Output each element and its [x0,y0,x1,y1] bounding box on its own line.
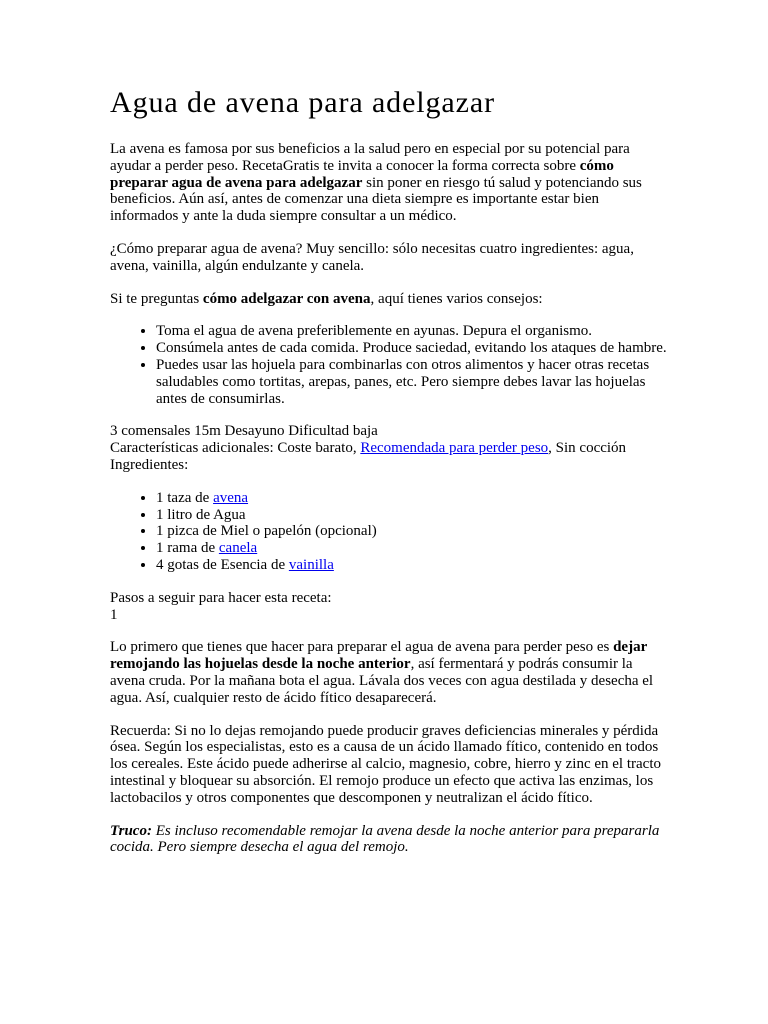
recipe-meta [110,423,670,473]
features-prefix: Características adicionales: Coste barato, [110,440,361,457]
ingredient-item [156,557,670,574]
ingredient-text: 1 taza de [156,489,214,506]
steps-label: Pasos a seguir para hacer esta receta: [110,589,332,606]
features-link[interactable]: Recomendada para perder peso [360,440,549,457]
reminder-paragraph: Recuerda: Si no lo dejas remojando puede producir graves deficiencias minerales y pérdida ósea. Según los especialistas, esto es a causa de un ácido llamado fítico, contenido en todos los cereales. Este ácido puede adherirse al calcio, magnesio, cobre, hierro y zinc en el tracto intestinal y bloquear su absorción. El remojo produce un efecto que activa las enzimas, los lactobacilos y otros componentes que descomponen y neutralizan el ácido fítico. [110,722,661,806]
step-1-text-1: Lo primero que tienes que hacer para preparar el agua de avena para perder peso es [110,639,614,656]
ingredient-link-canela[interactable]: canela [218,540,258,557]
tips-intro-bold: cómo adelgazar con avena [202,290,371,307]
ingredient-item [156,490,670,507]
ingredient-link-vainilla[interactable]: vainilla [288,556,334,573]
ingredient-text: 4 gotas de Esencia de [156,556,289,573]
step-number: 1 [110,606,118,623]
document-title: Agua de avena para adelgazar [110,86,495,119]
ingredient-text: 1 litro de Agua [156,506,246,523]
step-1-bold: dejar remojando las hojuelas desde la noche anterior [110,639,647,673]
ingredient-item [156,540,670,557]
how-to-paragraph: ¿Cómo preparar agua de avena? Muy sencillo: sólo necesitas cuatro ingredientes: agua, avena, vainilla, algún endulzante y canela. [110,240,634,274]
tip-item: • Puedes usar las hojuela para combinarlas con otros alimentos y hacer otras recetas saludables como tortitas, arepas, panes, etc. Pero siempre debes lavar las hojuelas antes de consumirlas. [156,357,670,407]
ingredient-item [156,507,670,524]
step-1-paragraph [110,639,670,706]
intro-paragraph [110,141,670,225]
recipe-features [110,440,670,457]
ingredients-list [110,490,670,574]
ingredient-text: 1 pizca de Miel o papelón (opcional) [156,523,377,540]
recipe-summary: 3 comensales 15m Desayuno Dificultad baja [110,423,378,440]
tips-intro-text-1: Si te preguntas [110,290,203,307]
trick-paragraph [110,823,670,857]
tip-item: • Toma el agua de avena preferiblemente en ayunas. Depura el organismo. [156,323,670,340]
tips-list [110,323,670,407]
ingredient-text: 1 rama de [156,540,219,557]
intro-text-1: La avena es famosa por sus beneficios a la salud pero en especial por su potencial para ayudar a perder peso. RecetaGratis te invita a conocer la forma correcta sobre [110,141,630,174]
features-suffix: , Sin cocción [548,440,627,457]
intro-bold: cómo preparar agua de avena para adelgazar [110,157,614,191]
document-page [110,84,670,872]
tip-item: • Consúmela antes de cada comida. Produce saciedad, evitando los ataques de hambre. [156,340,670,357]
tips-intro-text-2: , aquí tienes varios consejos: [370,290,543,307]
trick-text: Es incluso recomendable remojar la avena desde la noche anterior para prepararla cocida. Pero siempre desecha el agua del remojo. [110,822,660,856]
step-1-text-2: , así fermentará y podrás consumir la avena cruda. Por la mañana bota el agua. Lávala dos veces con agua destilada y desecha el agua. Así, cualquier resto de ácido fítico desaparecerá. [110,656,654,706]
tips-intro-paragraph [110,291,670,308]
intro-text-2: sin poner en riesgo tú salud y potenciando sus beneficios. Aún así, antes de comenzar una dieta siempre es importante estar bien informados y ante la duda siempre consultar a un médico. [110,174,642,225]
ingredient-item [156,523,670,540]
ingredients-label: Ingredientes: [110,456,189,473]
ingredient-link-avena[interactable]: avena [213,489,249,506]
trick-label: Truco: [110,822,152,839]
